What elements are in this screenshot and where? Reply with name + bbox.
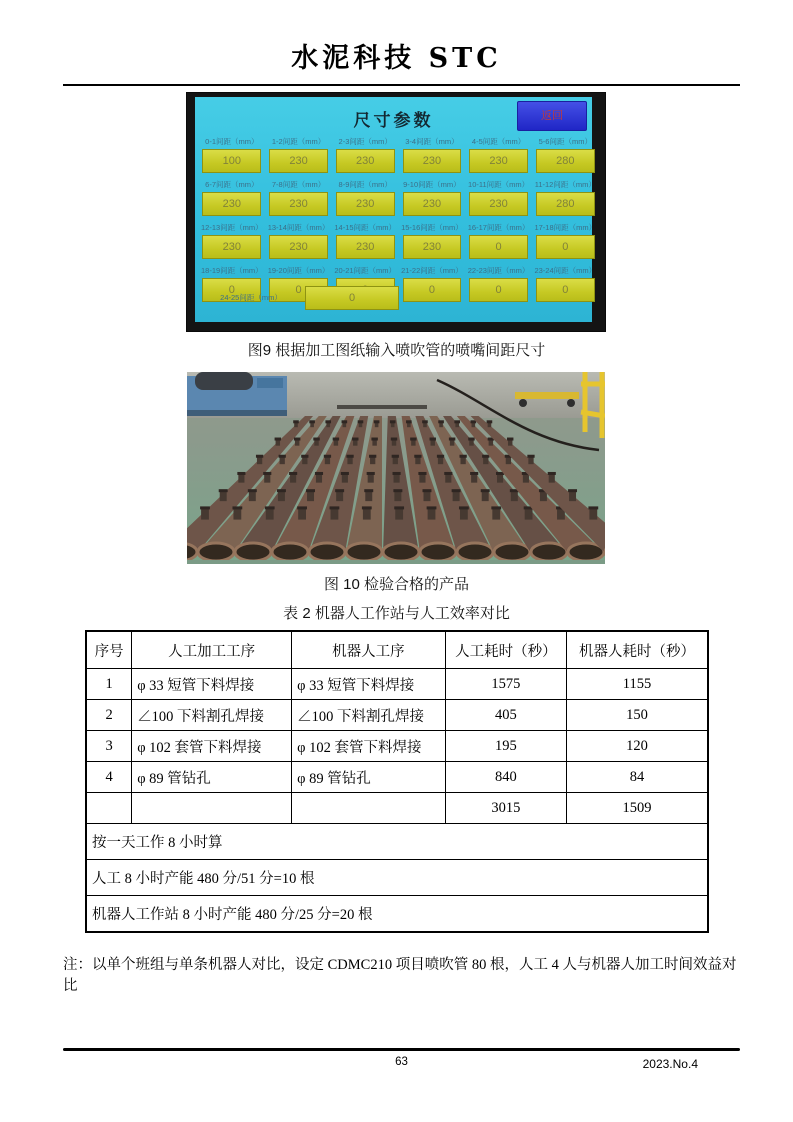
blue-machine — [187, 372, 287, 416]
hmi-field — [468, 136, 530, 173]
table-cell: 840 — [445, 762, 566, 793]
table-cell: φ 33 短管下料焊接 — [292, 669, 446, 700]
hmi-field-label: 15-16间距（mm） — [401, 223, 463, 232]
table-header-cell: 机器人耗时（秒） — [566, 631, 708, 669]
journal-title: 水泥科技 STC — [291, 43, 502, 74]
table-cell: 3 — [86, 731, 132, 762]
table-cell: 3015 — [445, 793, 566, 824]
table-cell: 1155 — [566, 669, 708, 700]
hmi-field-value[interactable]: 0 — [469, 278, 528, 302]
table-header-cell: 人工耗时（秒） — [445, 631, 566, 669]
hmi-screen-title: 尺寸参数 — [353, 111, 434, 130]
table-header-row — [86, 631, 708, 669]
hmi-field-label: 12-13间距（mm） — [201, 223, 263, 232]
hmi-field-value[interactable]: 230 — [336, 192, 395, 216]
table-row — [86, 731, 708, 762]
hmi-field-label: 11-12间距（mm） — [534, 180, 596, 189]
hmi-spacing-last-row — [201, 285, 401, 310]
table-footnote-row — [86, 896, 708, 933]
table-cell: φ 89 管钻孔 — [292, 762, 446, 793]
hmi-field-label: 19-20间距（mm） — [267, 266, 330, 275]
photo-bottom-strip — [187, 560, 605, 564]
hmi-field-label: 2-3间距（mm） — [338, 137, 392, 146]
table-cell: ∠100 下料割孔焊接 — [292, 700, 446, 731]
table-cell: 150 — [566, 700, 708, 731]
figure9-caption: 图9 根据加工图纸输入喷吹管的喷嘴间距尺寸 — [247, 342, 546, 359]
hmi-field — [401, 136, 463, 173]
hmi-field-label: 18-19间距（mm） — [201, 266, 263, 275]
table-cell: 405 — [445, 700, 566, 731]
table-cell — [292, 793, 446, 824]
hmi-field-label: 1-2间距（mm） — [271, 137, 326, 146]
table-cell — [132, 793, 292, 824]
hmi-field-value[interactable]: 230 — [336, 235, 395, 259]
hmi-field-label: 7-8间距（mm） — [271, 180, 326, 189]
hmi-field-label: 24-25间距（mm） — [220, 292, 282, 302]
hmi-field-label: 6-7间距（mm） — [205, 180, 259, 189]
hmi-field-value[interactable]: 230 — [269, 149, 328, 173]
hmi-field-label: 8-9间距（mm） — [338, 180, 392, 189]
hmi-field — [534, 179, 596, 216]
table-row — [86, 700, 708, 731]
table-cell: φ 102 套管下料焊接 — [132, 731, 292, 762]
hmi-field-label: 13-14间距（mm） — [267, 223, 330, 232]
table-header-cell: 人工加工工序 — [132, 631, 292, 669]
table-footnote-cell: 机器人工作站 8 小时产能 480 分/25 分=20 根 — [86, 896, 708, 933]
table-cell: 84 — [566, 762, 708, 793]
hmi-field-label: 9-10间距（mm） — [403, 180, 461, 189]
hmi-field-value[interactable]: 230 — [469, 192, 528, 216]
table-cell: φ 89 管钻孔 — [132, 762, 292, 793]
hmi-field-value[interactable]: 230 — [403, 235, 462, 259]
hmi-field-value[interactable]: 0 — [269, 278, 328, 302]
hmi-field-label: 23-24间距（mm） — [534, 266, 597, 275]
hmi-field-label: 21-22间距（mm） — [401, 266, 463, 275]
table-row — [86, 762, 708, 793]
table-cell — [86, 793, 132, 824]
hmi-field — [334, 136, 396, 173]
hmi-field-value[interactable]: 230 — [202, 235, 261, 259]
back-button[interactable]: 返回 — [517, 101, 587, 131]
hmi-spacing-grid — [201, 136, 597, 302]
hmi-field — [468, 265, 530, 302]
efficiency-comparison-table — [85, 630, 709, 933]
hmi-field — [401, 222, 463, 259]
hmi-field-value[interactable]: 0 — [469, 235, 528, 259]
hmi-field — [268, 136, 330, 173]
table-cell: 1509 — [566, 793, 708, 824]
hmi-field-value[interactable]: 230 — [469, 149, 528, 173]
table-cell: 1575 — [445, 669, 566, 700]
table-cell: 2 — [86, 700, 132, 731]
table-cell: 120 — [566, 731, 708, 762]
hmi-field — [334, 179, 396, 216]
hmi-field-value[interactable]: 230 — [269, 235, 328, 259]
hmi-field-label: 17-18间距（mm） — [534, 223, 597, 232]
table-cell: φ 102 套管下料焊接 — [292, 731, 446, 762]
page-footer — [63, 1056, 740, 1072]
table-footnote-cell: 按一天工作 8 小时算 — [86, 824, 708, 860]
hmi-field — [201, 179, 263, 216]
hmi-field-value[interactable]: 230 — [403, 192, 462, 216]
hmi-field-value[interactable]: 230 — [269, 192, 328, 216]
table-footnote-row — [86, 824, 708, 860]
table-footnote-row — [86, 860, 708, 896]
table-row — [86, 793, 708, 824]
hmi-field — [268, 179, 330, 216]
hmi-field-label: 20-21间距（mm） — [334, 266, 397, 275]
hmi-field-label: 22-23间距（mm） — [467, 266, 530, 275]
hmi-field-label: 5-6间距（mm） — [538, 137, 592, 146]
header-rule — [63, 84, 740, 86]
hmi-field-value[interactable]: 230 — [336, 149, 395, 173]
hmi-field-value[interactable]: 280 — [536, 192, 595, 216]
hmi-field-label: 4-5间距（mm） — [471, 137, 526, 146]
table-cell: 4 — [86, 762, 132, 793]
hmi-field — [468, 179, 530, 216]
table-header-cell: 序号 — [86, 631, 132, 669]
hmi-field-value[interactable]: 100 — [202, 149, 261, 173]
hmi-field — [534, 265, 596, 302]
table-note: 注：以单个班组与单条机器人对比，设定 CDMC210 项目喷吹管 80 根，人工 4 人与机器人加工时间效益对比 — [63, 956, 737, 994]
hmi-field-value[interactable]: 230 — [202, 192, 261, 216]
page-number: 63 — [395, 1056, 408, 1068]
hmi-field — [401, 265, 463, 302]
hmi-field — [468, 222, 530, 259]
hmi-field-value[interactable]: 280 — [536, 149, 595, 173]
figure10-caption: 图 10 检验合格的产品 — [323, 576, 470, 593]
hmi-field-value[interactable]: 0 — [536, 235, 595, 259]
hmi-field — [401, 179, 463, 216]
hmi-field-value[interactable]: 0 — [536, 278, 595, 302]
hmi-field-label: 3-4间距（mm） — [405, 137, 459, 146]
hmi-field — [201, 136, 263, 173]
hmi-field — [534, 136, 596, 173]
hmi-field — [334, 222, 396, 259]
hmi-field-value[interactable]: 0 — [202, 278, 261, 302]
hmi-field — [268, 222, 330, 259]
hmi-field-label: 10-11间距（mm） — [468, 180, 530, 189]
hmi-field-label: 14-15间距（mm） — [334, 223, 397, 232]
table-header-cell: 机器人工序 — [292, 631, 446, 669]
hmi-screenshot — [187, 93, 605, 331]
hmi-screen — [195, 97, 597, 322]
hmi-field — [201, 222, 263, 259]
table-footnote-cell: 人工 8 小时产能 480 分/51 分=10 根 — [86, 860, 708, 896]
table-cell: ∠100 下料割孔焊接 — [132, 700, 292, 731]
issue-number: 2023.No.4 — [642, 1057, 698, 1071]
hmi-field-value[interactable]: 0 — [403, 278, 462, 302]
table-row — [86, 669, 708, 700]
table-cell: φ 33 短管下料焊接 — [132, 669, 292, 700]
hmi-field-value[interactable]: 230 — [403, 149, 462, 173]
table-cell: 195 — [445, 731, 566, 762]
hmi-field-value[interactable]: 0 — [305, 286, 399, 310]
steel-bar — [337, 405, 427, 409]
hmi-field — [534, 222, 596, 259]
footer-rule — [63, 1048, 740, 1051]
hmi-field-label: 16-17间距（mm） — [467, 223, 530, 232]
table-cell: 1 — [86, 669, 132, 700]
hmi-field-label: 0-1间距（mm） — [205, 137, 259, 146]
table2-title: 表 2 机器人工作站与人工效率对比 — [283, 605, 510, 622]
product-photo — [187, 372, 605, 564]
